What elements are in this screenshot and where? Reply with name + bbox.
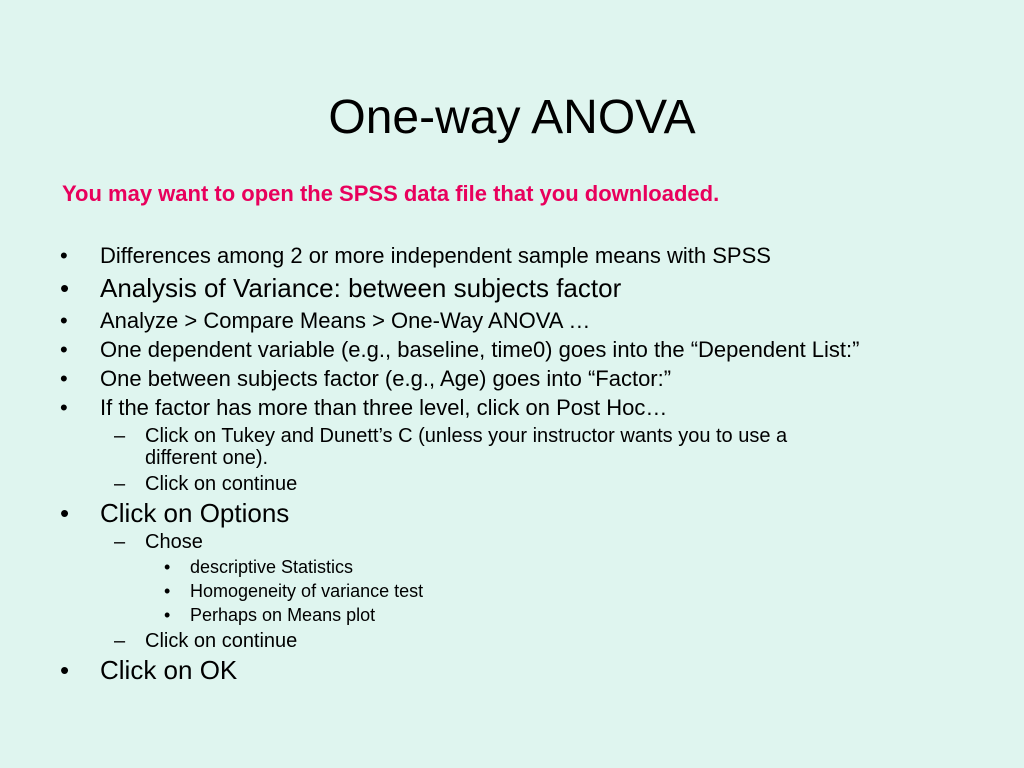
bullet-marker: • — [60, 337, 68, 362]
dash-marker: – — [114, 425, 126, 447]
bullet-text: If the factor has more than three level, click on Post Hoc… — [100, 395, 668, 420]
sub-item-text: Click on continue — [145, 473, 298, 495]
sub-item-text: Click on continue — [145, 630, 298, 652]
sub-item-text-line2: different one). — [145, 447, 269, 469]
bullet-marker: • — [60, 395, 68, 420]
bullet-marker: • — [164, 557, 171, 577]
sub-sub-item-text: descriptive Statistics — [190, 557, 354, 577]
bullet-marker: • — [60, 655, 70, 685]
bullet-text: Click on Options — [100, 498, 290, 528]
dash-marker: – — [114, 531, 126, 553]
bullet-marker: • — [60, 366, 68, 391]
bullet-marker: • — [60, 243, 68, 268]
bullet-text: Analyze > Compare Means > One-Way ANOVA … — [100, 308, 591, 333]
dash-marker: – — [114, 630, 126, 652]
bullet-text: Differences among 2 or more independent sample means with SPSS — [100, 243, 771, 268]
bullet-text: Click on OK — [100, 655, 238, 685]
dash-marker: – — [114, 473, 126, 495]
sub-item-text-line1: Click on Tukey and Dunett’s C (unless your instructor wants you to use a — [145, 425, 788, 447]
notice-text: You may want to open the SPSS data file that you downloaded. — [62, 181, 720, 206]
slide-title: One-way ANOVA — [328, 91, 696, 144]
bullet-text: Analysis of Variance: between subjects factor — [100, 273, 622, 303]
sub-sub-item-text: Homogeneity of variance test — [190, 581, 424, 601]
bullet-marker: • — [164, 581, 171, 601]
bullet-text: One between subjects factor (e.g., Age) goes into “Factor:” — [100, 366, 672, 391]
bullet-marker: • — [60, 498, 70, 528]
bullet-marker: • — [60, 308, 68, 333]
bullet-marker: • — [60, 273, 70, 303]
sub-sub-item-text: Perhaps on Means plot — [190, 605, 376, 625]
sub-item-text: Chose — [145, 531, 203, 553]
bullet-text: One dependent variable (e.g., baseline, time0) goes into the “Dependent List:” — [100, 337, 860, 362]
bullet-marker: • — [164, 605, 171, 625]
